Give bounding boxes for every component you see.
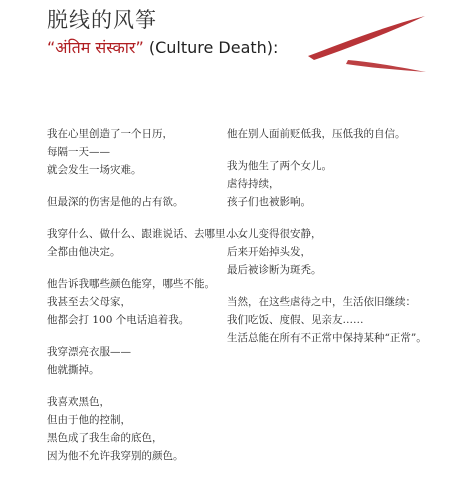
stanza (47, 193, 222, 211)
stanza (47, 125, 222, 179)
poem-line: 他就撕掉。 (47, 364, 100, 376)
poem-line: 因为他不允许我穿别的颜色。 (47, 450, 184, 462)
poem-line: 当然，在这些虐待之中，生活依旧继续： (227, 296, 416, 308)
poem-line: 我在心里创造了一个日历， (47, 128, 173, 140)
page-title: 脱线的风筝 (47, 8, 157, 32)
poem-line: 他在别人面前贬低我，压低我的自信。 (227, 128, 406, 140)
poem-line: 小女儿变得很安静， (227, 228, 322, 240)
poem-line: 全都由他决定。 (47, 246, 121, 258)
poem-line: 每隔一天—— (47, 146, 110, 158)
poem-line: 但由于他的控制， (47, 414, 131, 426)
stanza (47, 225, 247, 261)
poem-line: 他告诉我哪些颜色能穿，哪些不能。 (47, 278, 215, 290)
red-brush-stroke-icon (300, 14, 430, 74)
stanza (47, 275, 222, 329)
stanza (47, 393, 222, 465)
poem-line: 但最深的伤害是他的占有欲。 (47, 196, 184, 208)
poem-line: 我喜欢黑色， (47, 396, 110, 408)
stanza (227, 225, 437, 279)
stanza (227, 293, 437, 347)
poem-line: 我们吃饭、度假、见亲友…… (227, 314, 364, 326)
stanza (227, 157, 437, 211)
poem-line: 后来开始掉头发， (227, 246, 311, 258)
poem-line: 我甚至去父母家， (47, 296, 131, 308)
poem-right-column (227, 125, 437, 361)
poem-line: 我穿漂亮衣服—— (47, 346, 131, 358)
subtitle-english: (Culture Death): (143, 38, 279, 57)
page-subtitle (47, 36, 278, 58)
poem-line: 孩子们也被影响。 (227, 196, 311, 208)
poem-line: 我穿什么、做什么、跟谁说话、去哪里…… (47, 228, 247, 240)
poem-line: 我为他生了两个女儿。 (227, 160, 332, 172)
stanza (47, 343, 222, 379)
poem-line: 生活总能在所有不正常中保持某种“正常”。 (227, 332, 427, 344)
poem-line: 虐待持续， (227, 178, 280, 190)
stanza (227, 125, 437, 143)
poem-line: 就会发生一场灾难。 (47, 164, 142, 176)
poem-line: 最后被诊断为斑秃。 (227, 264, 322, 276)
poem-line: 黑色成了我生命的底色， (47, 432, 163, 444)
subtitle-hindi: “अंतिम संस्कार” (47, 38, 144, 57)
poem-left-column (47, 125, 247, 479)
poem-line: 他都会打 100 个电话追着我。 (47, 314, 190, 326)
